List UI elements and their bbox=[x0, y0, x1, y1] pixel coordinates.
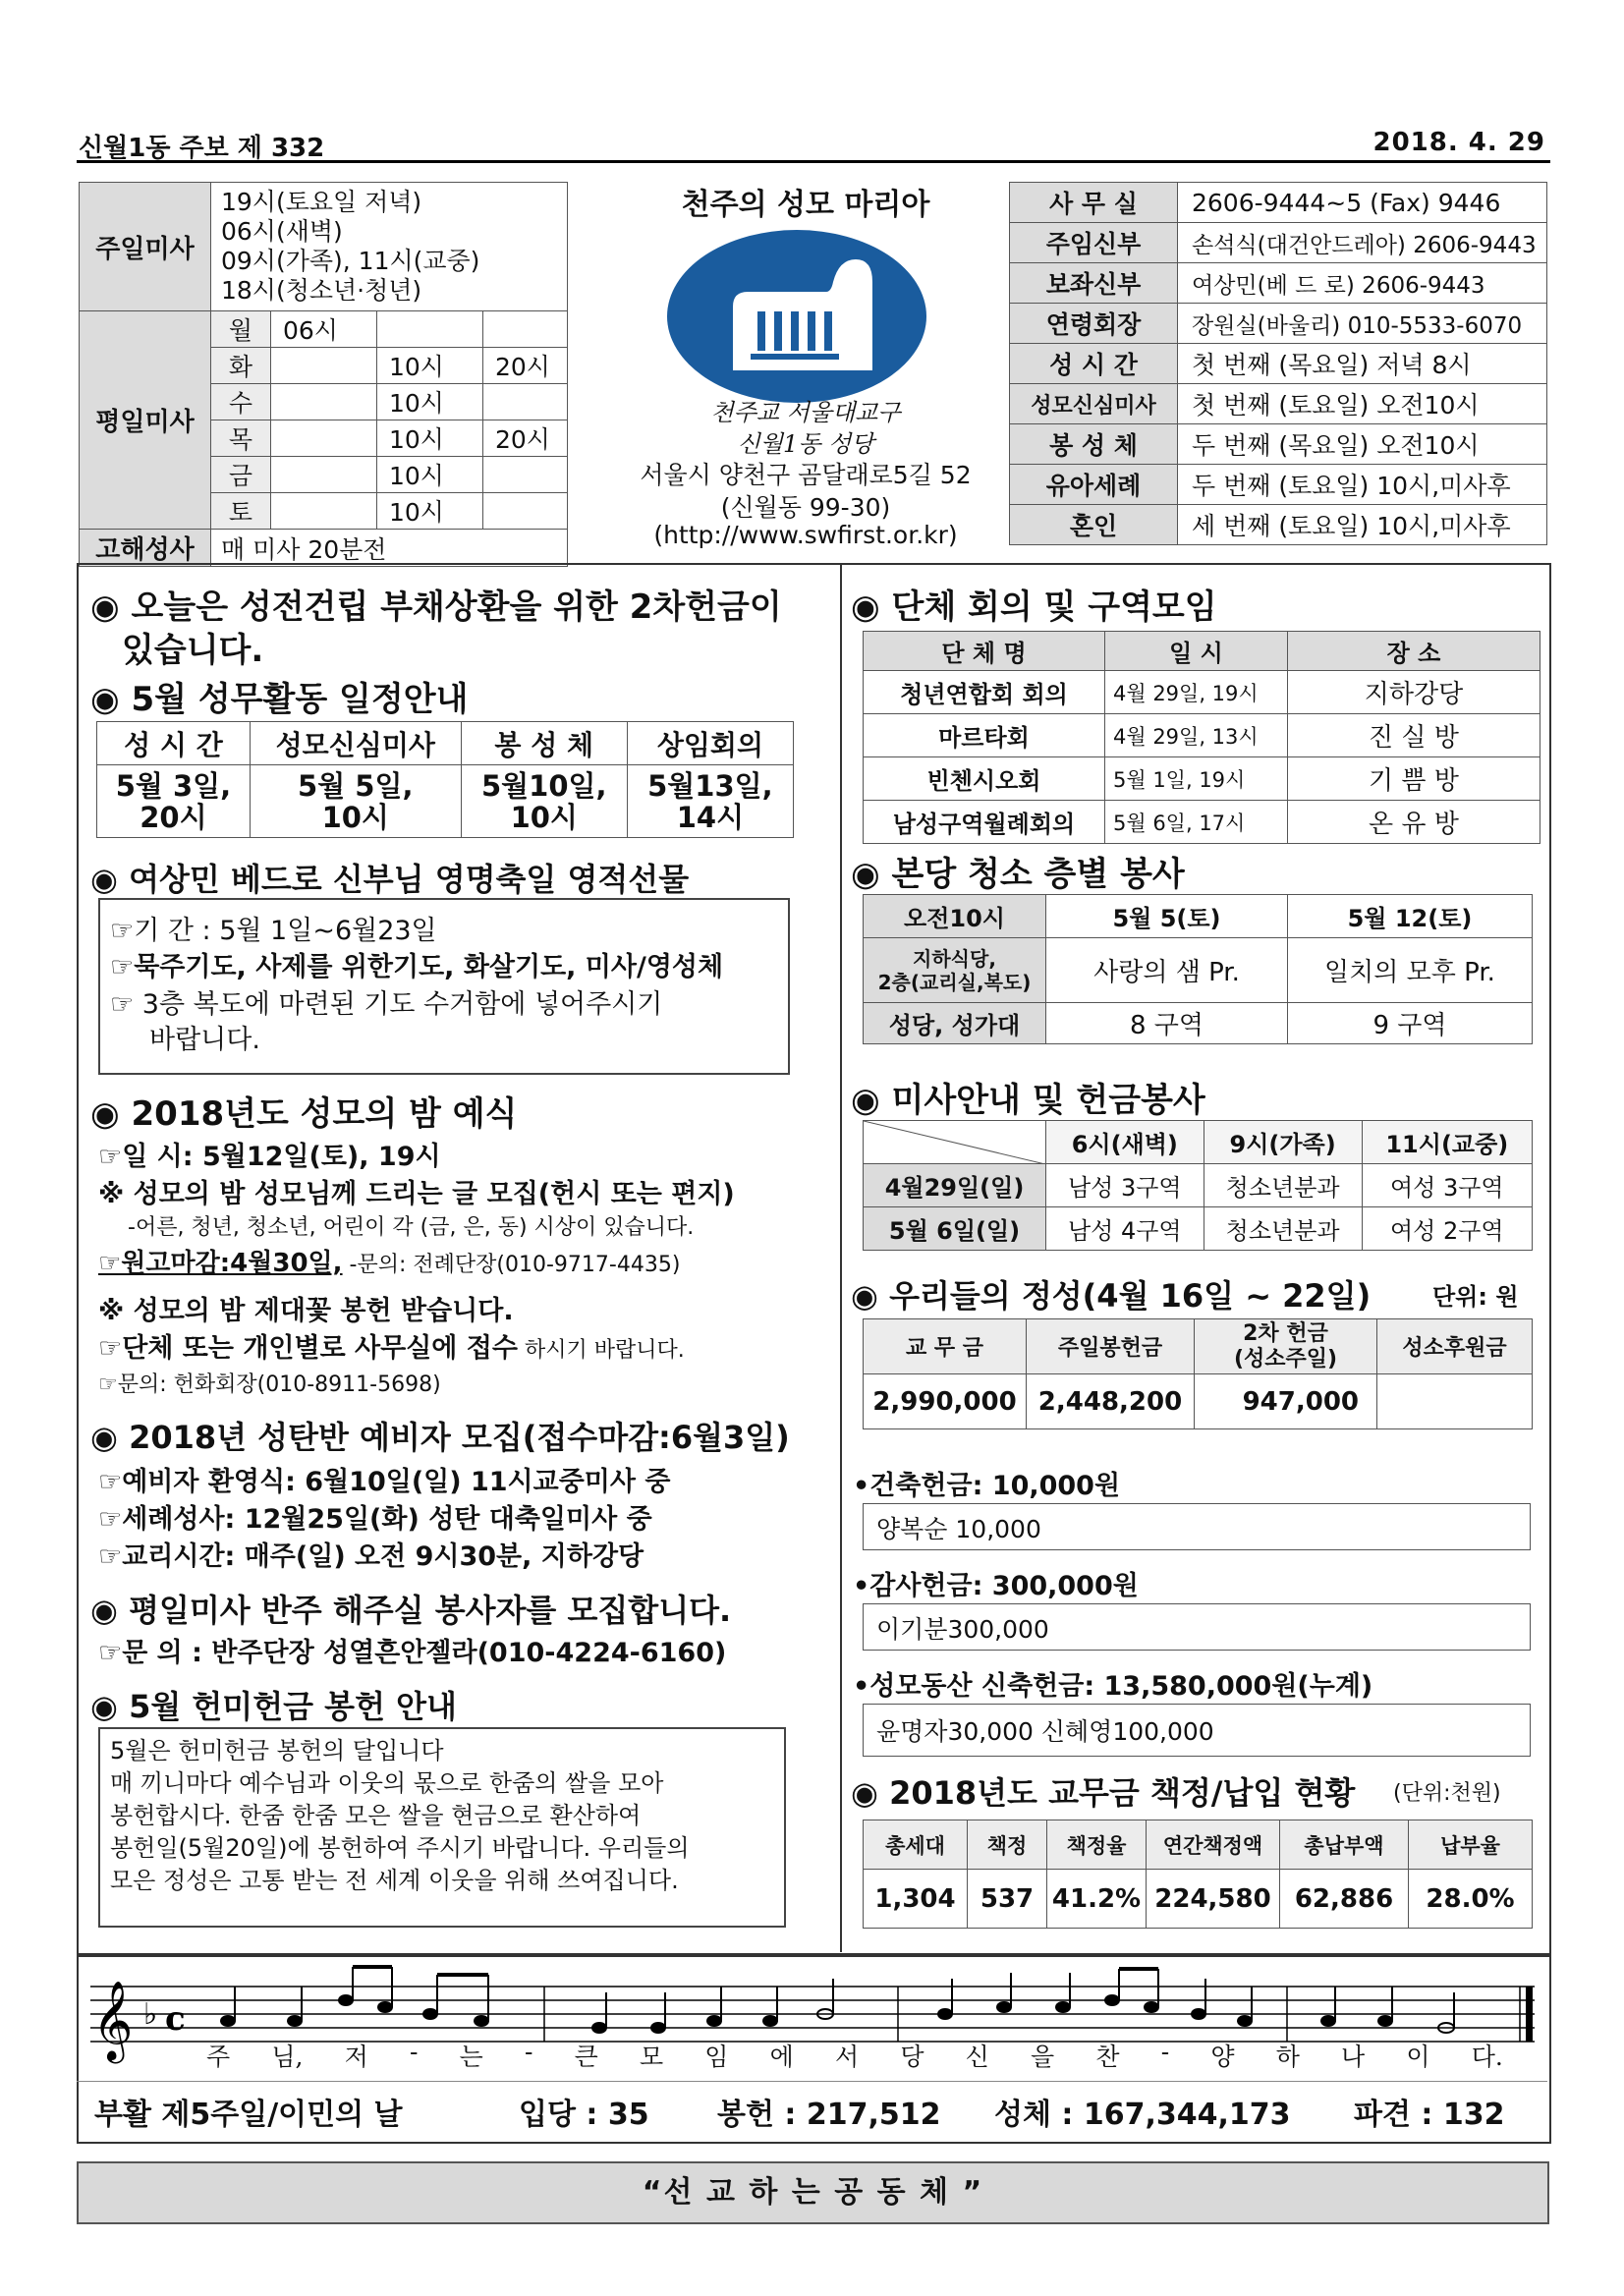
weekday-time bbox=[483, 493, 568, 530]
cleaning-duty-title: ◉ 본당 청소 층별 봉사 bbox=[851, 855, 1185, 894]
cleaning-group: 사랑의 샘 Pr. bbox=[1046, 938, 1288, 1003]
building-fund-title: •건축헌금: 10,000원 bbox=[853, 1471, 1121, 1501]
donations-table bbox=[863, 1318, 1533, 1429]
hymn-dispatch: 파견 : 132 bbox=[1354, 2098, 1505, 2132]
diagonal-line bbox=[864, 1121, 1045, 1164]
cleaning-area: 성당, 성가대 bbox=[864, 1003, 1046, 1044]
mary-night-title: ◉ 2018년도 성모의 밤 예식 bbox=[90, 1094, 518, 1134]
meeting-time: 5월 6일, 17시 bbox=[1105, 801, 1288, 844]
meeting-time: 4월 29일, 13시 bbox=[1105, 714, 1288, 757]
bulletin-date: 2018. 4. 29 bbox=[1372, 128, 1545, 157]
tithe-header: 연간책정액 bbox=[1147, 1820, 1280, 1870]
donation-value: 2,990,000 bbox=[864, 1374, 1027, 1429]
tithe-header: 총납부액 bbox=[1280, 1820, 1409, 1870]
weekday-day: 목 bbox=[211, 420, 271, 457]
parish-website[interactable]: (http://www.swfirst.or.kr) bbox=[653, 521, 958, 549]
mass-duty: 청소년분과 bbox=[1204, 1207, 1362, 1251]
mary-night-flowers-info bbox=[98, 1326, 685, 1365]
schedule-value: 5월10일, 10시 bbox=[461, 765, 627, 838]
mass-offering-corner bbox=[864, 1121, 1046, 1164]
mass-time-header: 6시(새벽) bbox=[1046, 1121, 1204, 1164]
rice-line: 5월은 헌미헌금 봉헌의 달입니다 bbox=[110, 1737, 444, 1764]
lyric-syllable: 에 bbox=[769, 2043, 794, 2071]
mary-night-flowers: ※ 성모의 밤 제대꽃 봉헌 받습니다. bbox=[98, 1296, 514, 1326]
hymn-communion: 성체 : 167,344,173 bbox=[994, 2098, 1291, 2132]
organist-recruit-contact: ☞문 의 : 반주단장 성열흔안젤라(010-4224-6160) bbox=[98, 1638, 727, 1668]
info-label: 연령회장 bbox=[1010, 304, 1178, 344]
sunday-time: 06시(새벽) bbox=[221, 217, 343, 246]
meeting-place: 온 유 방 bbox=[1288, 801, 1540, 844]
sunday-time: 09시(가족), 11시(교중) bbox=[221, 247, 480, 275]
rice-line: 봉헌일(5월20일)에 봉헌하여 주시기 바랍니다. 우리들의 bbox=[110, 1834, 690, 1862]
feast-gift-period: ☞기 간 : 5월 1일~6월23일 bbox=[110, 916, 437, 946]
meeting-header: 단 체 명 bbox=[864, 632, 1105, 671]
donation-header: 2차 헌금 (성소주일) bbox=[1195, 1319, 1377, 1374]
hymn-entrance: 입당 : 35 bbox=[519, 2098, 649, 2132]
weekday-time bbox=[271, 384, 377, 420]
mass-duty: 여성 2구역 bbox=[1362, 1207, 1532, 1251]
parish-patron-title: 천주의 성모 마리아 bbox=[681, 188, 930, 222]
donations-title: ◉ 우리들의 정성(4월 16일 ~ 22일) bbox=[851, 1277, 1372, 1315]
lyric-syllable: 주 bbox=[206, 2043, 231, 2071]
rice-offering-text bbox=[110, 1735, 778, 1897]
lyric-syllable: 임 bbox=[704, 2043, 729, 2071]
tithe-value: 537 bbox=[968, 1870, 1047, 1929]
second-collection-notice-2: 있습니다. bbox=[122, 631, 264, 670]
lyric-syllable: - bbox=[1160, 2038, 1170, 2066]
lyric-syllable: 양 bbox=[1210, 2043, 1235, 2071]
lyric-syllable: 는 bbox=[459, 2043, 483, 2071]
parish-calligraphy: 신월1동 성당 bbox=[737, 430, 874, 458]
hymn-lyrics bbox=[206, 2038, 1503, 2073]
rice-line: 매 끼니마다 예수님과 이웃의 몫으로 한줌의 쌀을 모아 bbox=[110, 1769, 664, 1797]
cleaning-duty-table bbox=[863, 894, 1533, 1044]
lyric-syllable: 서 bbox=[834, 2043, 860, 2071]
parish-motto: “선 교 하 는 공 동 체 ” bbox=[77, 2161, 1549, 2224]
catechumen-welcome: ☞예비자 환영식: 6월10일(일) 11시교중미사 중 bbox=[98, 1467, 671, 1497]
weekday-time: 06시 bbox=[271, 311, 377, 348]
mary-night-awards: -어른, 청년, 청소년, 어린이 각 (금, 은, 동) 시상이 있습니다. bbox=[128, 1215, 695, 1240]
weekday-time bbox=[483, 311, 568, 348]
cleaning-group: 8 구역 bbox=[1046, 1003, 1288, 1044]
tithe-header: 책정 bbox=[968, 1820, 1047, 1870]
catechumen-title: ◉ 2018년 성탄반 예비자 모집(접수마감:6월3일) bbox=[90, 1419, 790, 1456]
mass-date: 5월 6일(일) bbox=[864, 1207, 1046, 1251]
mass-time-header: 9시(가족) bbox=[1204, 1121, 1362, 1164]
sunday-time: 19시(토요일 저녁) bbox=[221, 188, 422, 216]
info-value: 세 번째 (토요일) 10시,미사후 bbox=[1178, 505, 1547, 545]
tithe-header: 납부율 bbox=[1409, 1820, 1533, 1870]
donation-header: 주일봉헌금 bbox=[1027, 1319, 1195, 1374]
parish-address: 서울시 양천구 곰달래로5길 52 bbox=[640, 461, 972, 489]
schedule-header: 봉 성 체 bbox=[461, 722, 627, 765]
tithe-value: 62,886 bbox=[1280, 1870, 1409, 1929]
mass-time-header: 11시(교중) bbox=[1362, 1121, 1532, 1164]
thanks-fund-donors: 이기분300,000 bbox=[876, 1615, 1049, 1644]
schedule-value: 5월13일, 14시 bbox=[627, 765, 793, 838]
rice-line: 모은 정성은 고통 받는 전 세계 이웃을 위해 쓰여집니다. bbox=[110, 1867, 679, 1894]
lyric-syllable: 찬 bbox=[1095, 2043, 1120, 2071]
lyric-syllable: 저 bbox=[344, 2043, 368, 2071]
cleaning-header: 오전10시 bbox=[864, 895, 1046, 938]
group-meetings-table bbox=[863, 631, 1540, 844]
mary-night-date: ☞일 시: 5월12일(토), 19시 bbox=[98, 1142, 441, 1172]
weekday-mass-label: 평일미사 bbox=[80, 311, 211, 530]
schedule-header: 성 시 간 bbox=[97, 722, 251, 765]
mass-duty: 남성 4구역 bbox=[1046, 1207, 1204, 1251]
sunday-mass-label: 주일미사 bbox=[80, 183, 211, 311]
garden-fund-donors: 윤명자30,000 신혜영100,000 bbox=[876, 1717, 1214, 1746]
mass-duty: 청소년분과 bbox=[1204, 1164, 1362, 1207]
organist-recruit-title: ◉ 평일미사 반주 해주실 봉사자를 모집합니다. bbox=[90, 1592, 732, 1629]
weekday-time: 10시 bbox=[377, 457, 483, 493]
mary-night-letters: ※ 성모의 밤 성모님께 드리는 글 모집(헌시 또는 편지) bbox=[98, 1179, 735, 1209]
weekday-day: 월 bbox=[211, 311, 271, 348]
confession-label: 고해성사 bbox=[80, 530, 211, 567]
lyric-syllable: 을 bbox=[1031, 2043, 1055, 2071]
info-label: 주임신부 bbox=[1010, 223, 1178, 263]
catechumen-baptism: ☞세례성사: 12월25일(화) 성탄 대축일미사 중 bbox=[98, 1504, 652, 1535]
rice-line: 봉헌합시다. 한줌 한줌 모은 쌀을 현금으로 환산하여 bbox=[110, 1802, 642, 1829]
weekday-time: 10시 bbox=[377, 384, 483, 420]
lyric-syllable: 이 bbox=[1406, 2043, 1430, 2071]
info-label: 봉 성 체 bbox=[1010, 424, 1178, 465]
cleaning-area: 지하식당, 2층(교리실,복도) bbox=[864, 938, 1046, 1003]
weekday-time bbox=[271, 493, 377, 530]
deadline-contact: -문의: 전례단장(010-9717-4435) bbox=[342, 1253, 681, 1277]
schedule-value: 5월 3일, 20시 bbox=[97, 765, 251, 838]
meeting-group: 남성구역월례회의 bbox=[864, 801, 1105, 844]
building-fund-donors: 양복순 10,000 bbox=[876, 1515, 1041, 1543]
rice-offering-title: ◉ 5월 헌미헌금 봉헌 안내 bbox=[90, 1688, 457, 1725]
weekday-time: 20시 bbox=[483, 348, 568, 384]
info-value: 여상민(베 드 로) 2606-9443 bbox=[1178, 263, 1547, 304]
diocese-calligraphy: 천주교 서울대교구 bbox=[710, 399, 901, 426]
parish-logo bbox=[664, 228, 929, 405]
lyric-syllable: - bbox=[409, 2038, 419, 2066]
sunday-time: 18시(청소년·청년) bbox=[221, 276, 422, 305]
weekday-day: 수 bbox=[211, 384, 271, 420]
group-meetings-title: ◉ 단체 회의 및 구역모임 bbox=[851, 588, 1217, 627]
flowers-submit-2: 하시기 바랍니다. bbox=[517, 1338, 685, 1363]
info-value: 2606-9444~5 (Fax) 9446 bbox=[1178, 183, 1547, 223]
meeting-group: 마르타회 bbox=[864, 714, 1105, 757]
cleaning-group: 일치의 모후 Pr. bbox=[1288, 938, 1533, 1003]
info-value: 두 번째 (목요일) 오전10시 bbox=[1178, 424, 1547, 465]
donation-value: 2,448,200 bbox=[1027, 1374, 1195, 1429]
lyric-syllable: 하 bbox=[1275, 2043, 1300, 2071]
mary-night-deadline bbox=[98, 1243, 680, 1279]
weekday-time bbox=[271, 348, 377, 384]
info-value: 첫 번째 (목요일) 저녁 8시 bbox=[1178, 344, 1547, 384]
donation-header: 성소후원금 bbox=[1377, 1319, 1533, 1374]
info-label: 보좌신부 bbox=[1010, 263, 1178, 304]
donation-value bbox=[1377, 1374, 1533, 1429]
meeting-time: 4월 29일, 19시 bbox=[1105, 671, 1288, 714]
mass-date: 4월29일(일) bbox=[864, 1164, 1046, 1207]
tithe-status-unit: (단위:천원) bbox=[1393, 1781, 1501, 1806]
tithe-value: 41.2% bbox=[1047, 1870, 1147, 1929]
lyric-syllable: 나 bbox=[1341, 2043, 1366, 2071]
info-label: 사 무 실 bbox=[1010, 183, 1178, 223]
lyric-syllable: 다. bbox=[1471, 2043, 1503, 2071]
liturgical-day: 부활 제5주일/이민의 날 bbox=[94, 2098, 403, 2132]
deadline-text: ☞원고마감:4월30일, bbox=[98, 1249, 343, 1278]
mass-duty: 여성 3구역 bbox=[1362, 1164, 1532, 1207]
mass-offering-table bbox=[863, 1120, 1533, 1251]
weekday-time bbox=[377, 311, 483, 348]
feast-gift-instruction-2: 바랍니다. bbox=[149, 1025, 260, 1055]
svg-text:c: c bbox=[165, 1999, 186, 2039]
column-divider bbox=[840, 565, 842, 1952]
weekday-time: 10시 bbox=[377, 348, 483, 384]
info-value: 첫 번째 (토요일) 오전10시 bbox=[1178, 384, 1547, 424]
tithe-value: 28.0% bbox=[1409, 1870, 1533, 1929]
may-schedule-title: ◉ 5월 성무활동 일정안내 bbox=[90, 680, 469, 719]
tithe-status-table bbox=[863, 1820, 1533, 1929]
info-value: 손석식(대건안드레아) 2606-9443 bbox=[1178, 223, 1547, 263]
header-rule bbox=[77, 160, 1550, 163]
meeting-place: 기 쁨 방 bbox=[1288, 757, 1540, 801]
weekday-time bbox=[271, 457, 377, 493]
bulletin-issue: 신월1동 주보 제 332 bbox=[79, 134, 325, 163]
mass-duty: 남성 3구역 bbox=[1046, 1164, 1204, 1207]
info-label: 성 시 간 bbox=[1010, 344, 1178, 384]
schedule-value: 5월 5일, 10시 bbox=[250, 765, 461, 838]
info-value: 장원실(바울리) 010-5533-6070 bbox=[1178, 304, 1547, 344]
svg-text:𝄞: 𝄞 bbox=[92, 1980, 134, 2060]
weekday-day: 금 bbox=[211, 457, 271, 493]
meeting-time: 5월 1일, 19시 bbox=[1105, 757, 1288, 801]
may-schedule-table bbox=[96, 721, 794, 838]
garden-fund-title: •성모동산 신축헌금: 13,580,000원(누계) bbox=[853, 1671, 1373, 1702]
meeting-header: 장 소 bbox=[1288, 632, 1540, 671]
meeting-group: 빈첸시오회 bbox=[864, 757, 1105, 801]
parish-address-2: (신월동 99-30) bbox=[720, 493, 891, 522]
mass-offering-title: ◉ 미사안내 및 헌금봉사 bbox=[851, 1081, 1205, 1120]
feast-gift-prayers: ☞묵주기도, 사제를 위한기도, 화살기도, 미사/영성체 bbox=[110, 952, 724, 982]
cleaning-header: 5월 5(토) bbox=[1046, 895, 1288, 938]
hymn-offering: 봉헌 : 217,512 bbox=[717, 2098, 941, 2132]
schedule-header: 성모신심미사 bbox=[250, 722, 461, 765]
lyric-syllable: 큰 bbox=[574, 2043, 598, 2071]
cleaning-header: 5월 12(토) bbox=[1288, 895, 1533, 938]
contact-info-table bbox=[1009, 182, 1547, 545]
weekday-time: 20시 bbox=[483, 420, 568, 457]
hymn-numbers-row bbox=[77, 2081, 1547, 2082]
info-label: 혼인 bbox=[1010, 505, 1178, 545]
weekday-day: 화 bbox=[211, 348, 271, 384]
thanks-fund-title: •감사헌금: 300,000원 bbox=[853, 1571, 1139, 1601]
meeting-place: 진 실 방 bbox=[1288, 714, 1540, 757]
lyric-syllable: 당 bbox=[900, 2043, 924, 2071]
tithe-header: 책정율 bbox=[1047, 1820, 1147, 1870]
flowers-submit: ☞단체 또는 개인별로 사무실에 접수 bbox=[98, 1333, 518, 1364]
donation-value: 947,000 bbox=[1195, 1374, 1377, 1429]
lyric-syllable: 모 bbox=[639, 2043, 664, 2071]
meeting-group: 청년연합회 회의 bbox=[864, 671, 1105, 714]
tithe-status-title: ◉ 2018년도 교무금 책정/납입 현황 bbox=[851, 1774, 1356, 1812]
info-value: 두 번째 (토요일) 10시,미사후 bbox=[1178, 465, 1547, 505]
svg-text:♭: ♭ bbox=[143, 1997, 158, 2032]
donation-header: 교 무 금 bbox=[864, 1319, 1027, 1374]
cleaning-group: 9 구역 bbox=[1288, 1003, 1533, 1044]
info-label: 성모신심미사 bbox=[1010, 384, 1178, 424]
weekday-time bbox=[271, 420, 377, 457]
weekday-time bbox=[483, 384, 568, 420]
meeting-header: 일 시 bbox=[1105, 632, 1288, 671]
confession-value: 매 미사 20분전 bbox=[211, 530, 568, 567]
schedule-header: 상임회의 bbox=[627, 722, 793, 765]
catechumen-class: ☞교리시간: 매주(일) 오전 9시30분, 지하강당 bbox=[98, 1541, 644, 1572]
lyric-syllable: - bbox=[524, 2038, 533, 2066]
weekday-time: 10시 bbox=[377, 493, 483, 530]
meeting-place: 지하강당 bbox=[1288, 671, 1540, 714]
tithe-value: 1,304 bbox=[864, 1870, 968, 1929]
weekday-time: 10시 bbox=[377, 420, 483, 457]
lyric-syllable: 님, bbox=[271, 2043, 304, 2071]
mass-schedule-table bbox=[79, 182, 568, 567]
second-collection-notice: ◉ 오늘은 성전건립 부채상환을 위한 2차헌금이 bbox=[90, 588, 782, 627]
donations-unit: 단위: 원 bbox=[1432, 1283, 1519, 1311]
tithe-value: 224,580 bbox=[1147, 1870, 1280, 1929]
sunday-mass-times bbox=[211, 183, 568, 311]
weekday-time bbox=[483, 457, 568, 493]
feast-gift-title: ◉ 여상민 베드로 신부님 영명축일 영적선물 bbox=[90, 861, 690, 898]
feast-gift-instruction: ☞ 3층 복도에 마련된 기도 수거함에 넣어주시기 bbox=[110, 989, 663, 1020]
tithe-header: 총세대 bbox=[864, 1820, 968, 1870]
weekday-day: 토 bbox=[211, 493, 271, 530]
mary-night-flowers-contact: ☞문의: 헌화회장(010-8911-5698) bbox=[98, 1372, 441, 1397]
info-label: 유아세례 bbox=[1010, 465, 1178, 505]
lyric-syllable: 신 bbox=[965, 2043, 989, 2071]
